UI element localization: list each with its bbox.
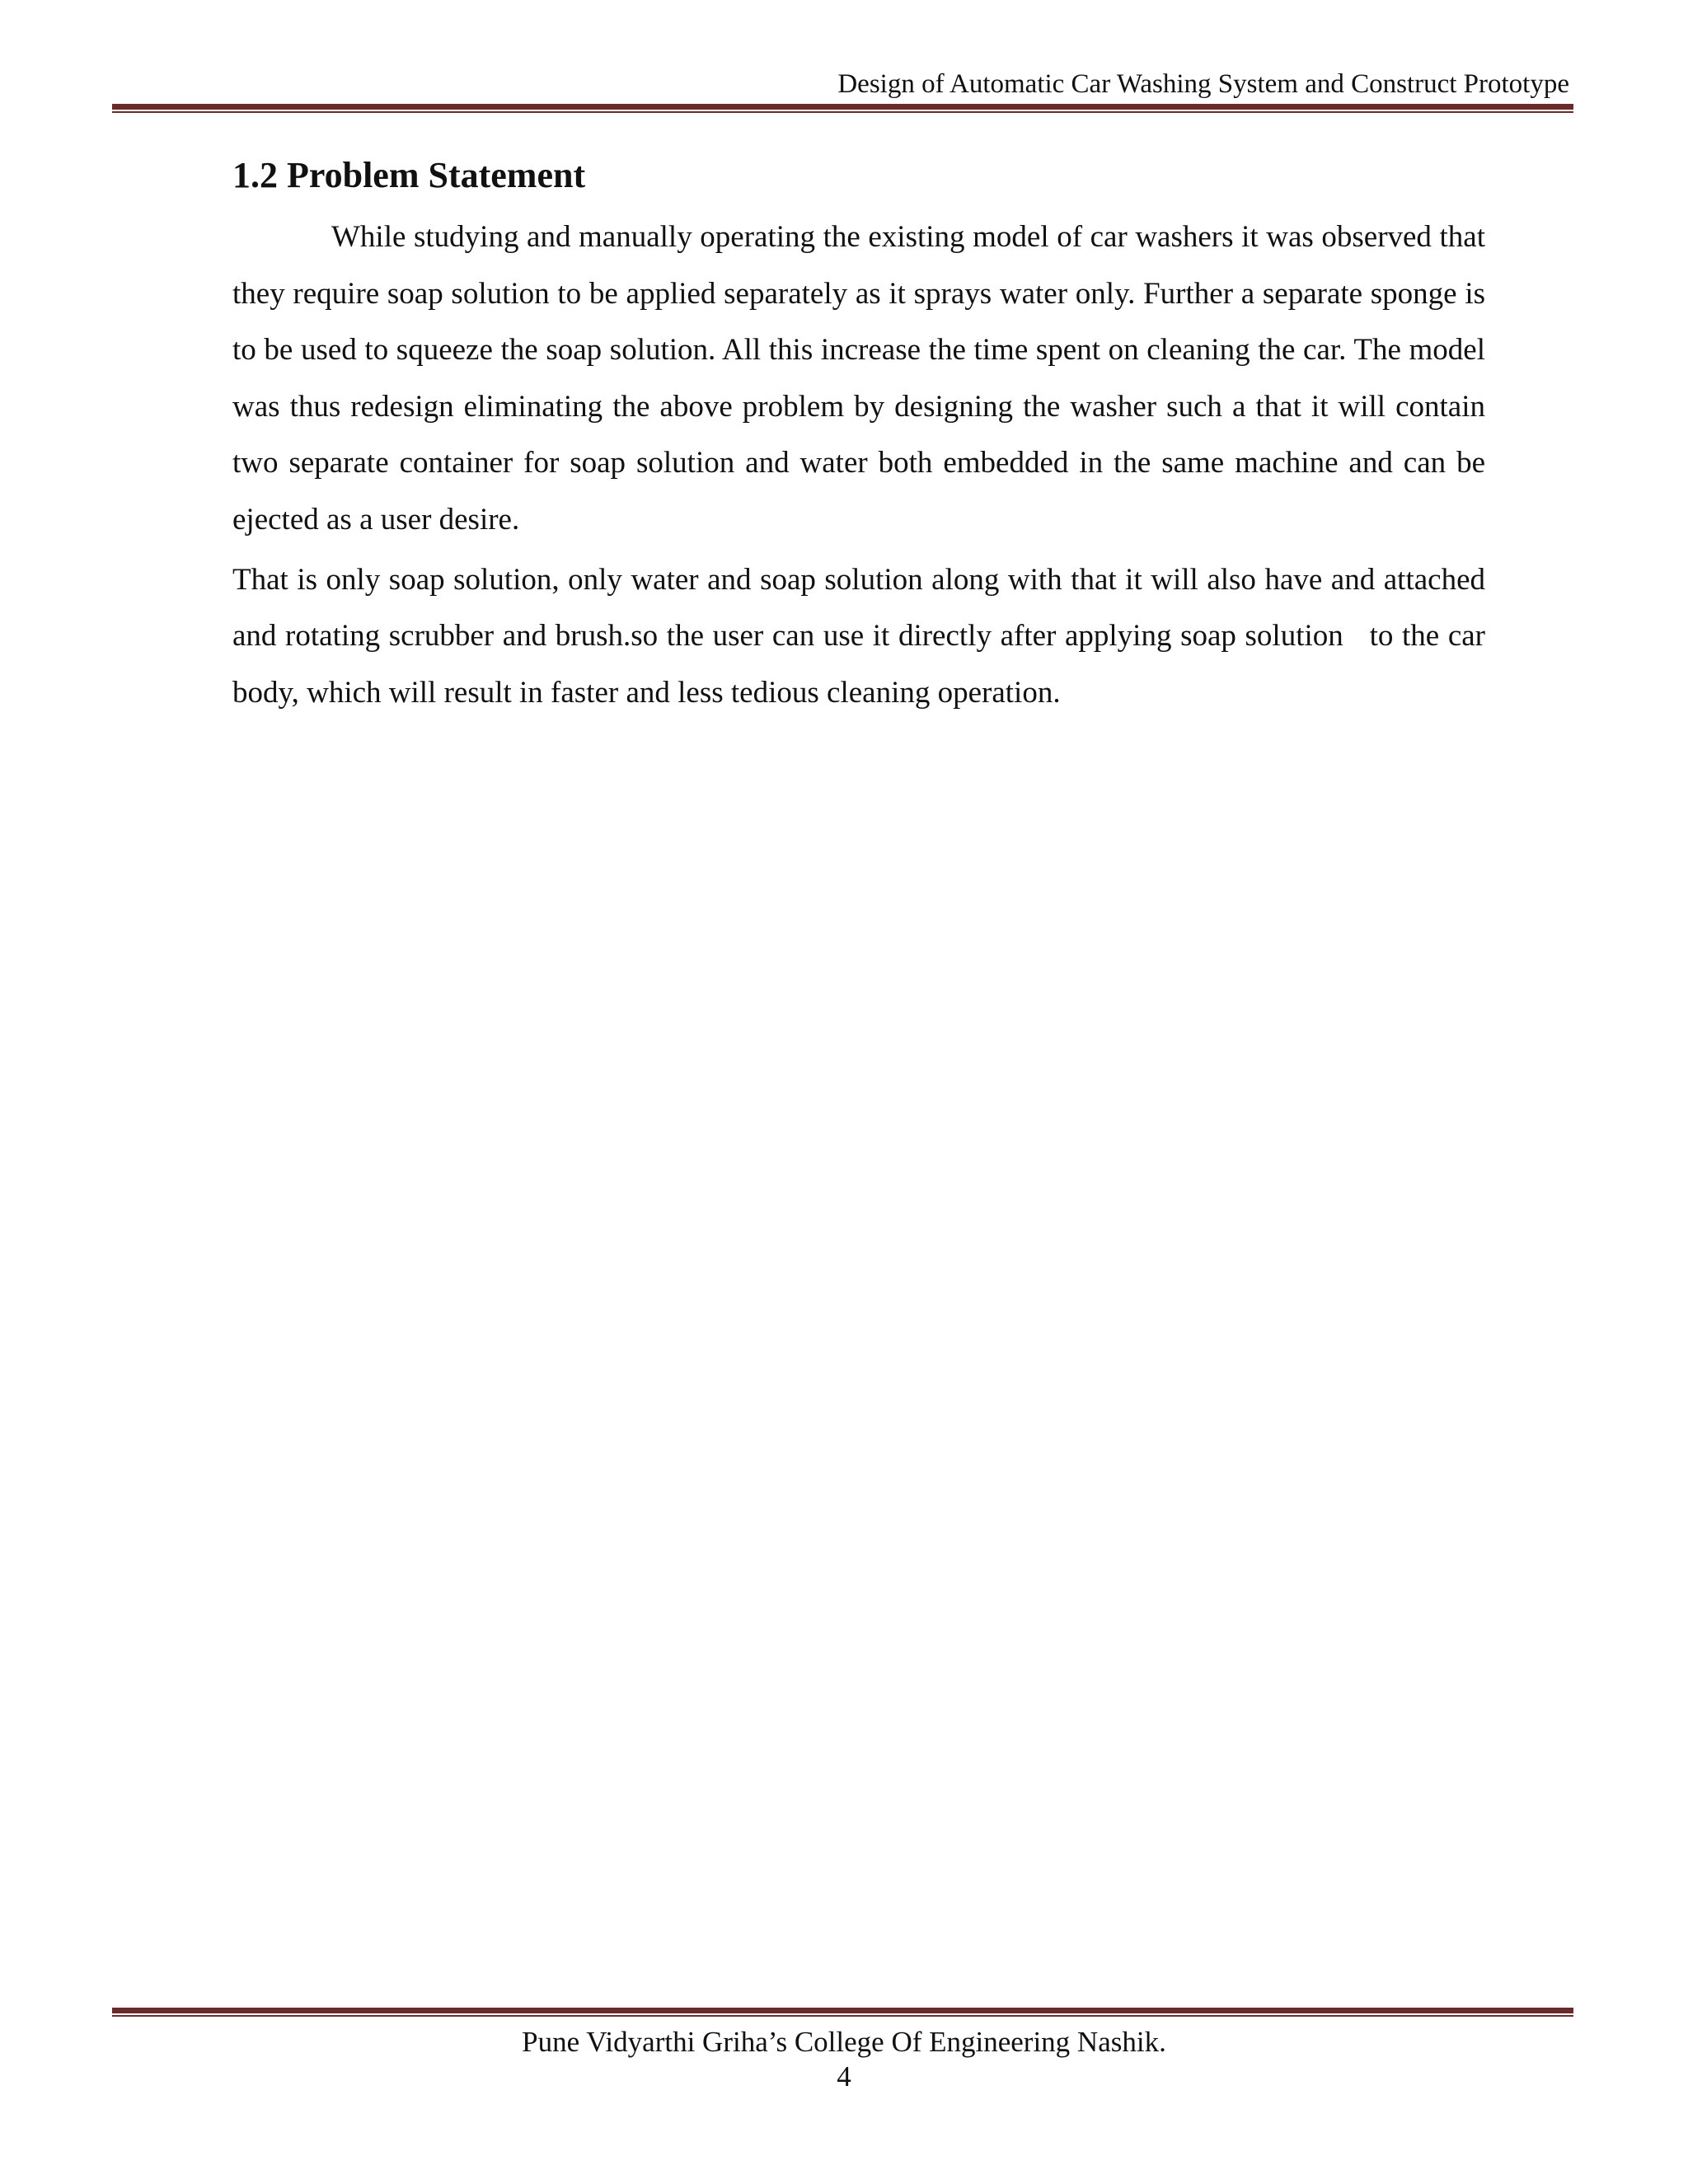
paragraph-2: That is only soap solution, only water and soap solution along with that it will also have and attached and rotating scrubber and brush.so the user can use it directly after applying soap solution to the car body, which will result in faster and less tedious cleaning operation. bbox=[232, 562, 1493, 710]
paragraph-1: While studying and manually operating the existing model of car washers it was observed that they require soap solution to be applied separately as it sprays water only. Further a separate sponge is to be used to squeeze the soap solution. All this increase the time spent on cleaning the car. The model was thus redesign eliminating the above problem by designing the washer such a that it will contain two separate container for soap solution and water both embedded in the same machine and can be ejected as a user desire. bbox=[232, 220, 1485, 537]
section-heading: 1.2 Problem Statement bbox=[232, 155, 586, 195]
running-header-title: Design of Automatic Car Washing System and Construct Prototype bbox=[837, 69, 1569, 99]
page-number: 4 bbox=[837, 2060, 851, 2093]
page-body bbox=[232, 153, 1493, 721]
footer-college-name: Pune Vidyarthi Griha’s College Of Engineering Nashik. bbox=[522, 2026, 1166, 2058]
header-rule bbox=[112, 104, 1573, 113]
running-header bbox=[0, 68, 1688, 101]
page-footer bbox=[0, 2024, 1688, 2093]
footer-rule bbox=[112, 2008, 1573, 2017]
